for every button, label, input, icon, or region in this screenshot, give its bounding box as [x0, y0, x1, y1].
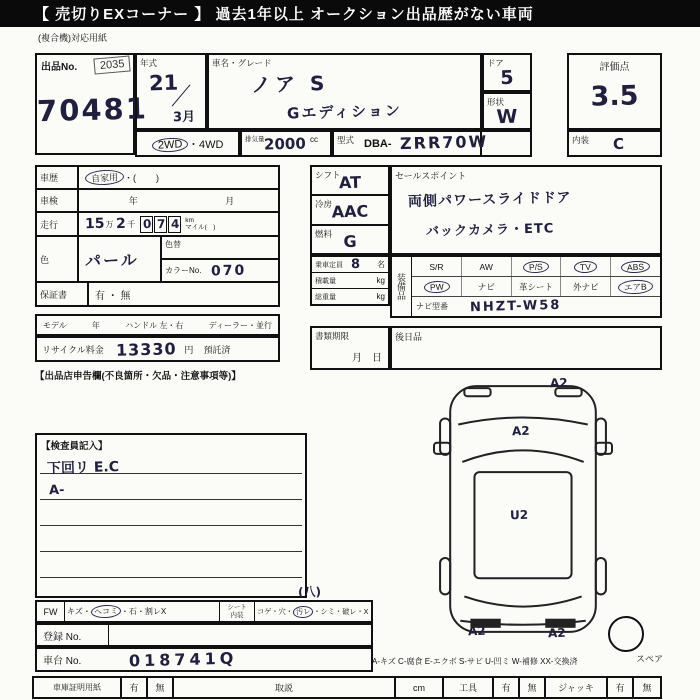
fw-label: FW — [37, 602, 65, 621]
document-deadline-date: 月 日 — [352, 353, 382, 364]
equipment-item-label: 革シート — [518, 281, 553, 292]
score-box — [567, 53, 662, 130]
car-right-mirror — [596, 443, 612, 454]
equipment-row-2 — [412, 277, 660, 297]
manual-label: 取説 — [174, 678, 396, 697]
mileage-digit: 0 — [142, 216, 152, 232]
equipment-item — [412, 257, 462, 276]
mileage-row — [37, 213, 278, 237]
ac-label: 冷房 — [315, 199, 333, 210]
inspector-notes-box — [35, 433, 307, 598]
model-handle-row — [35, 314, 280, 336]
mileage-unit-mile: マイル( ) — [185, 224, 216, 232]
mileage-digit-box — [154, 216, 167, 233]
mileage-unit-km: km — [185, 216, 194, 224]
ruled-line — [40, 525, 302, 526]
chassis-label: 車台 No. — [43, 656, 82, 667]
recycle-fee-unit: 円 — [184, 344, 194, 355]
recycle-fee-amount: 13330 — [115, 338, 177, 360]
seat-items-pre: コゲ・穴・ — [257, 606, 293, 616]
car-roof-outline — [474, 472, 571, 578]
damage-mark: U2 — [509, 507, 529, 523]
inspector-notes-label: 【検査員記入】 — [41, 441, 108, 452]
later-items-label: 後日品 — [395, 332, 423, 342]
ruled-line — [40, 551, 302, 552]
drive-4wd: ・4WD — [188, 139, 224, 151]
equipment-item — [561, 277, 611, 296]
inspection-year: 年 — [128, 196, 138, 207]
recycle-fee-box — [35, 336, 280, 362]
tools-yes: 有 — [494, 678, 520, 697]
color-value: パール — [84, 249, 139, 271]
seat-items-post: ・シミ・破レ・X — [313, 606, 369, 616]
ruled-line — [40, 499, 302, 500]
sales-points-box — [390, 165, 662, 255]
jack-no: 無 — [642, 683, 652, 693]
equipment-grid — [412, 257, 660, 316]
shift-row — [312, 167, 388, 196]
displacement-value: 2000 — [263, 134, 306, 154]
sales-point-1: 両側パワースライドドア — [407, 189, 572, 211]
equipment-item — [462, 257, 512, 276]
load-label: 積載量 — [315, 277, 336, 285]
mileage-digit: 7 — [156, 216, 166, 232]
capacity-value: 8 — [350, 256, 361, 273]
load-unit: kg — [376, 276, 385, 285]
equipment-item-circled: ABS — [621, 260, 651, 274]
equipment-item — [512, 257, 562, 276]
tools-no: 無 — [520, 678, 546, 697]
fuel-value: G — [343, 231, 357, 251]
cm-label: cm — [396, 678, 444, 697]
sales-point-2: バックカメラ・ETC — [425, 221, 555, 240]
shape-value: W — [496, 105, 518, 129]
jack-label: ジャッキ — [546, 678, 608, 697]
equipment-item — [512, 277, 562, 296]
inspection-label: 車検 — [37, 190, 79, 211]
navi-label: ナビ型番 — [416, 302, 448, 311]
car-name-label: 車名・グレード — [212, 58, 272, 68]
model-code-box-extension — [482, 130, 532, 157]
registration-number-row — [35, 623, 373, 647]
capacity-block — [310, 255, 390, 306]
inspector-note-3: (八) — [297, 584, 322, 600]
drivetrain-block — [310, 165, 390, 255]
weight-unit: kg — [376, 292, 385, 301]
inspection-value — [79, 190, 278, 211]
equipment-item-circled: エアB — [618, 279, 653, 295]
drive-type — [137, 136, 238, 152]
interior-label: 内装 — [572, 135, 590, 145]
car-left-mirror — [434, 443, 450, 454]
warranty-row — [37, 283, 278, 305]
drive-2wd-circled: 2WD — [151, 137, 188, 153]
equipment-item-label: 外ナビ — [573, 281, 599, 292]
car-left-headlight — [464, 388, 490, 396]
garage-cert-no: 無 — [148, 678, 174, 697]
spare-tire-label: スペア — [636, 654, 664, 664]
equipment-item-label: AW — [479, 261, 493, 272]
color-no-value: 070 — [211, 262, 247, 279]
chassis-number-row — [35, 647, 373, 672]
year-value: 21 — [148, 70, 179, 96]
color-change-cell: 色替 — [162, 237, 278, 260]
car-front-right-wheel — [596, 418, 606, 454]
handle-field: ハンドル 左・右 — [125, 320, 184, 330]
lot-number: 70481 — [36, 91, 149, 129]
document-deadline-label: 書類期限 — [315, 331, 350, 341]
equipment-item — [412, 277, 462, 296]
inspection-month: 月 — [225, 196, 235, 207]
inspector-note-2: A- — [48, 482, 65, 499]
mileage-man-unit: 万 — [105, 219, 114, 229]
displacement-unit: cc — [310, 135, 318, 144]
car-grade-value: Gエディション — [286, 101, 403, 123]
displacement-label: 排気量 — [245, 136, 265, 143]
car-rear-window-line — [464, 596, 581, 606]
equipment-row-1 — [412, 257, 660, 277]
garage-cert-label: 車庫証明用紙 — [34, 678, 122, 697]
history-private-circled: 自家用 — [85, 169, 125, 186]
color-no-cell — [162, 260, 278, 281]
car-rear-right-wheel — [596, 558, 606, 594]
ac-value: AAC — [331, 201, 369, 222]
weight-label: 総重量 — [315, 293, 336, 301]
history-value — [79, 167, 278, 188]
mileage-sen-unit: 千 — [127, 219, 136, 229]
mileage-digit-box — [140, 216, 153, 233]
fw-items-pre: キズ・ — [67, 607, 91, 616]
load-row — [312, 273, 388, 289]
score-label: 評価点 — [599, 62, 630, 73]
mileage-digit-box — [168, 216, 181, 233]
document-deadline-box — [310, 326, 390, 370]
car-name-value: ノア S — [250, 70, 329, 98]
mileage-label: 走行 — [37, 213, 79, 235]
spare-tire-circle — [608, 616, 644, 652]
model-year-box — [135, 53, 207, 130]
vehicle-details-block — [35, 165, 280, 307]
shape-label: 形状 — [487, 97, 505, 107]
ac-row — [312, 196, 388, 225]
damage-mark: A2 — [547, 625, 566, 641]
equipment-item — [611, 277, 660, 296]
shift-label: シフト — [315, 170, 341, 180]
color-right-column — [160, 237, 278, 281]
mileage-digit: 4 — [170, 216, 180, 232]
tools-label: 工具 — [444, 678, 494, 697]
interior-value: C — [612, 134, 625, 154]
equipment-item — [611, 257, 660, 276]
score-value: 3.5 — [590, 80, 639, 113]
color-row — [37, 237, 278, 283]
accessories-row — [32, 676, 662, 699]
equipment-item — [462, 277, 512, 296]
seat-interior-label — [219, 602, 255, 621]
equipment-item-circled: TV — [574, 260, 597, 273]
mileage-sen-value: 2 — [116, 215, 127, 233]
damage-mark: A2 — [511, 423, 530, 439]
navi-model-value: NHZT-W58 — [469, 297, 562, 316]
seat-damage-items — [255, 602, 371, 621]
inspection-row — [37, 190, 278, 213]
mileage-man-value: 15 — [84, 215, 105, 233]
capacity-label: 乗車定員 — [315, 261, 343, 269]
warranty-value: 有 ・ 無 — [95, 290, 131, 302]
equipment-item-label: S/R — [429, 261, 444, 272]
interior-grade-box — [567, 130, 662, 157]
model-label: モデル — [43, 320, 67, 330]
history-row — [37, 167, 278, 190]
model-code-prefix: DBA- — [364, 138, 392, 150]
glass-seat-damage-row — [35, 600, 373, 623]
displacement-box — [240, 130, 332, 157]
fw-item-circled: ヘコミ — [91, 604, 122, 619]
weight-row — [312, 289, 388, 304]
dealer-field: ディーラー・並行 — [208, 320, 272, 330]
seat-label-line2: 内装 — [230, 611, 244, 619]
recycle-fee-status: 預託済 — [203, 344, 231, 355]
seat-label-line1: シート — [227, 603, 247, 611]
model-code-value: ZRR70W — [399, 131, 489, 154]
color-no-label: カラーNo. — [165, 266, 202, 276]
model-year-field: 年 — [91, 320, 100, 330]
warranty-label: 保証書 — [37, 283, 89, 305]
equipment-item-circled: PW — [423, 280, 449, 293]
equipment-item-circled: P/S — [523, 260, 549, 273]
color-value-area — [79, 237, 160, 281]
equipment-item-label: ナビ — [477, 281, 495, 292]
equipment-item — [561, 257, 611, 276]
car-windshield-line — [462, 450, 583, 462]
history-label: 車歴 — [37, 167, 79, 188]
damage-mark: A2 — [549, 375, 568, 391]
inspector-note-1: 下回リ E.C — [46, 459, 120, 477]
model-code-box — [332, 130, 489, 157]
paper-note: (複合機)対応用紙 — [38, 33, 107, 43]
model-code-label: 型式 — [337, 135, 355, 145]
later-items-box — [390, 326, 662, 370]
fuel-row — [312, 226, 388, 253]
door-box — [482, 53, 532, 92]
top-banner — [0, 0, 700, 27]
shift-value: AT — [338, 172, 362, 193]
car-front-left-wheel — [440, 418, 450, 454]
fw-damage-items — [65, 602, 219, 621]
year-label: 年式 — [140, 58, 158, 68]
color-label: 色 — [37, 237, 79, 281]
fuel-label: 燃料 — [315, 228, 333, 239]
banner-text: 【 売切りEXコーナー 】 過去1年以上 オークション出品歴がない車両 — [34, 6, 534, 23]
declaration-label: 【出品店申告欄(不良箇所・欠品・注意事項等)】 — [35, 371, 241, 382]
shape-box — [482, 92, 532, 130]
car-rear-left-wheel — [440, 558, 450, 594]
mileage-unit — [185, 217, 215, 232]
door-value: 5 — [500, 66, 514, 90]
equipment-box — [390, 255, 662, 318]
damage-code-legend: A-キズ C-腐食 E-エクボ S-サビ U-凹ミ W-補修 XX-交換済 — [372, 657, 578, 666]
lot-label: 出品No. — [41, 62, 78, 73]
garage-cert-yes: 有 — [122, 678, 148, 697]
mileage-value — [79, 213, 278, 235]
sales-points-label: セールスポイント — [395, 171, 467, 181]
car-name-box — [207, 53, 482, 130]
registration-label: 登録 No. — [37, 625, 109, 645]
car-damage-diagram — [408, 376, 638, 644]
damage-mark: A2 — [467, 623, 486, 639]
navi-row — [412, 297, 660, 316]
month-value: 3月 — [172, 109, 196, 126]
equipment-label: 装備品 — [392, 257, 412, 316]
recycle-fee-label: リサイクル料金 — [42, 344, 104, 355]
fw-items-post: ・石・割レX — [120, 607, 167, 616]
history-rest: ・( ) — [124, 173, 160, 183]
chassis-value: 018741Q — [128, 648, 238, 671]
lot-stamp: 2035 — [93, 55, 131, 74]
door-label: ドア — [487, 58, 504, 68]
ruled-line — [40, 577, 302, 578]
seat-item-circled: 汚レ — [293, 605, 314, 618]
jack-yes: 有 — [608, 678, 634, 697]
drive-type-box — [135, 130, 240, 157]
capacity-row — [312, 257, 388, 273]
capacity-unit: 名 — [377, 260, 385, 269]
